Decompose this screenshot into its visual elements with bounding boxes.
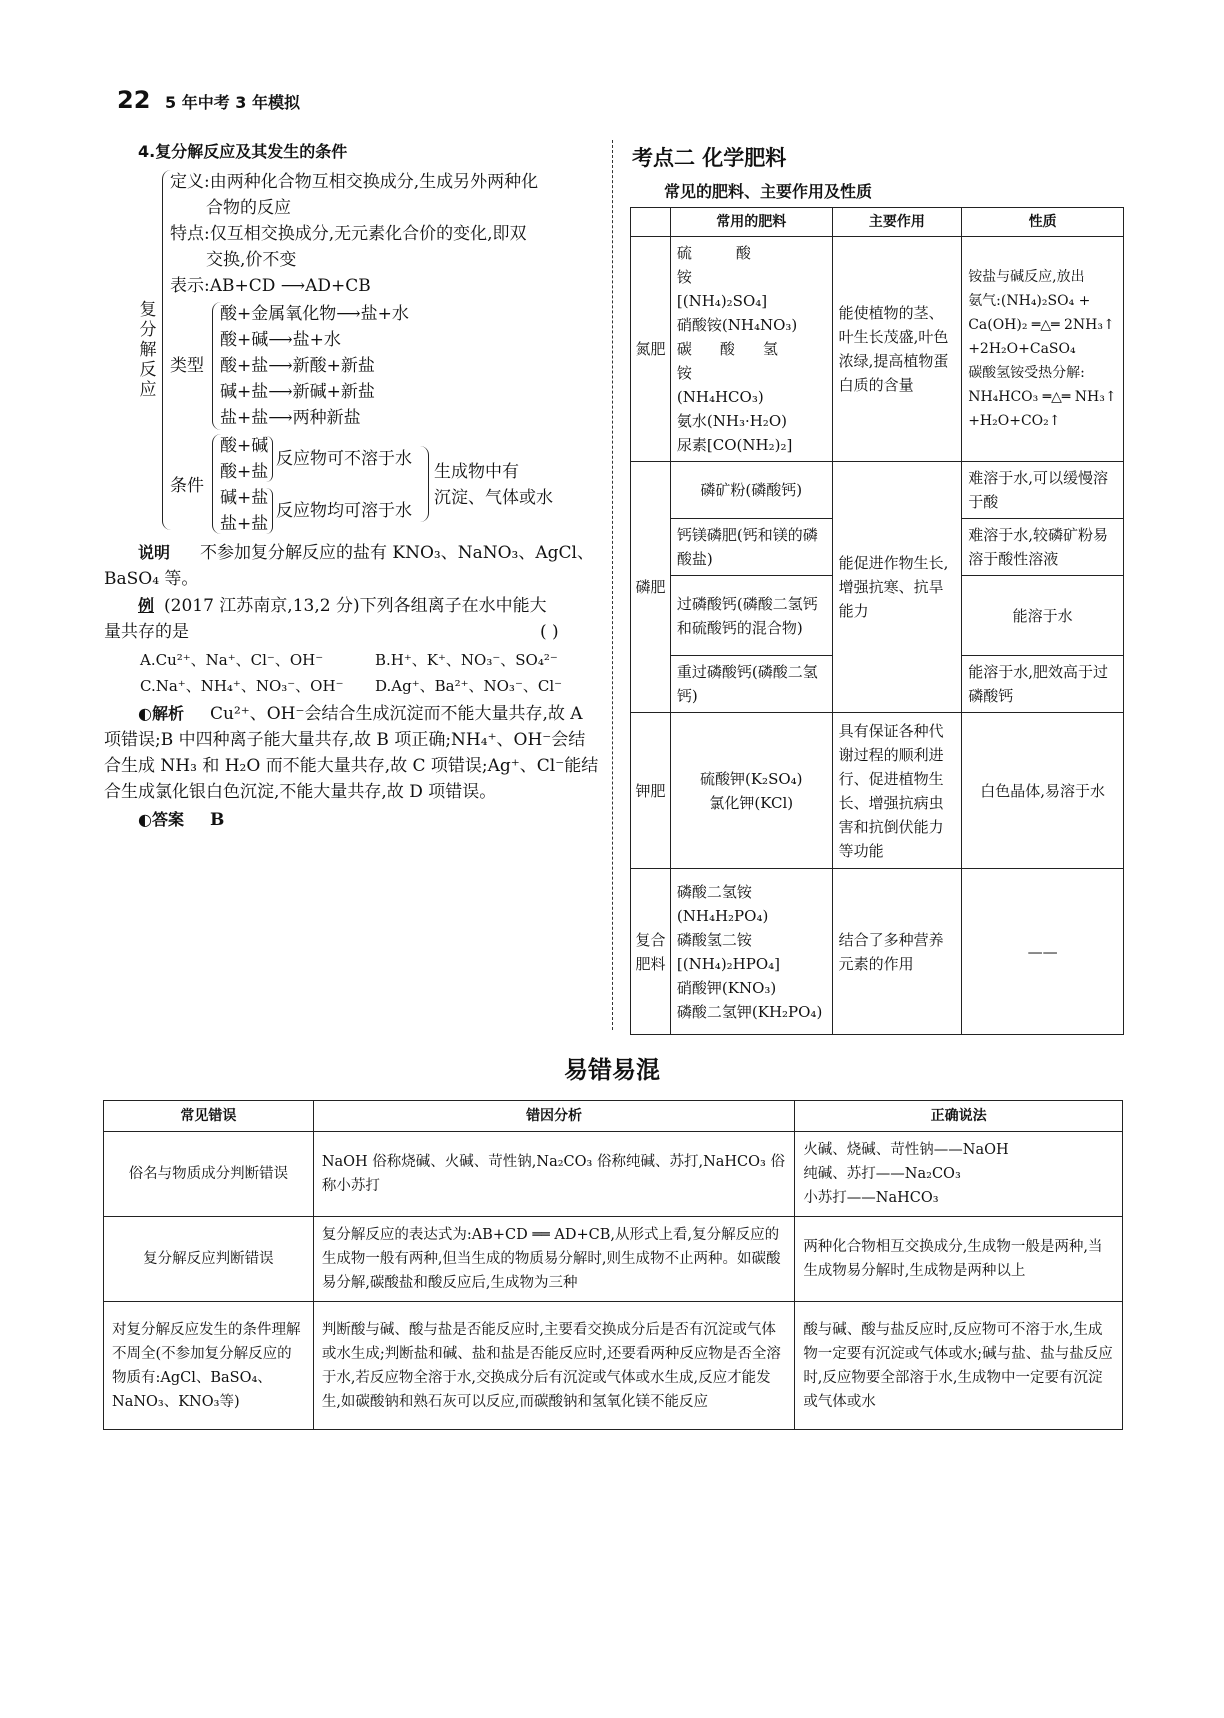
- col-header: 错因分析: [313, 1101, 794, 1132]
- type-item: 酸+碱⟶盐+水: [220, 330, 341, 350]
- cond-item: 碱+盐: [220, 488, 269, 508]
- answer-label: ◐答案: [138, 810, 184, 829]
- example-answer-paren: ( ): [540, 622, 559, 642]
- table-row: [631, 462, 1124, 519]
- column-divider: [612, 140, 613, 1030]
- option-d: D.Ag⁺、Ba²⁺、NO₃⁻、Cl⁻: [375, 677, 563, 695]
- type-item: 酸+盐⟶新酸+新盐: [220, 356, 375, 376]
- analysis-cell: 判断酸与碱、酸与盐是否能反应时,主要看交换成分后是否有沉淀或气体或水生成;判断盐和碱、盐和盐是否能反应时,还要看两种反应物是否全溶于水,若反应物全溶于水,交换成分后有沉淀或气体或水生成,反应才能发生,如碳酸钠和熟石灰可以反应,而碳酸钠和氢氧化镁不能反应: [313, 1302, 794, 1430]
- example-label: 例: [138, 596, 155, 615]
- expression-line: 表示:AB+CD ⟶AD+CB: [170, 276, 371, 296]
- col-header: 性质: [962, 208, 1124, 237]
- type-item: 盐+盐⟶两种新盐: [220, 408, 361, 428]
- category-nitrogen: 氮肥: [631, 237, 671, 462]
- kaodian-title: 考点二 化学肥料: [632, 146, 787, 170]
- cond-result-brace: [420, 446, 429, 522]
- cond-group2-text: 反应物均可溶于水: [276, 501, 412, 521]
- category-phosphorus: 磷肥: [631, 462, 671, 713]
- analysis-line-1: Cu²⁺、OH⁻会结合生成沉淀而不能大量共存,故 A: [210, 704, 583, 724]
- analysis-line-2: 项错误;B 中四种离子能大量共存,故 B 项正确;NH₄⁺、OH⁻会结: [104, 730, 586, 750]
- potassium-prop: 白色晶体,易溶于水: [962, 713, 1124, 869]
- option-b: B.H⁺、K⁺、NO₃⁻、SO₄²⁻: [375, 651, 558, 669]
- nitrogen-props: 铵盐与碱反应,放出 氨气:(NH₄)₂SO₄ + Ca(OH)₂ ═△═ 2NH₃↑ +2H₂O+CaSO₄ 碳酸氢铵受热分解: NH₄HCO₃ ═△═ NH₃↑ +H₂O+CO₂↑: [962, 237, 1124, 462]
- answer-value: B: [210, 810, 225, 830]
- error-cell: 对复分解反应发生的条件理解不周全(不参加复分解反应的物质有:AgCl、BaSO₄、NaNO₃、KNO₃等): [104, 1302, 314, 1430]
- vertical-label: 复 分 解 反 应: [139, 300, 157, 400]
- table-row: [104, 1132, 1123, 1217]
- feature-line-2: 交换,价不变: [206, 250, 297, 270]
- table-row: [631, 869, 1124, 1035]
- error-cell: 俗名与物质成分判断错误: [104, 1132, 314, 1217]
- analysis-icon: ◐: [138, 704, 152, 723]
- answer-icon: ◐: [138, 810, 152, 829]
- example-text-2: 量共存的是: [104, 622, 189, 642]
- phosphorus-fertilizer: 重过磷酸钙(磷酸二氢钙): [670, 656, 832, 713]
- definition-line-2: 合物的反应: [206, 198, 291, 218]
- cond-item: 盐+盐: [220, 514, 269, 534]
- cond-group1-text: 反应物可不溶于水: [276, 449, 412, 469]
- nitrogen-function: 能使植物的茎、叶生长茂盛,叶色浓绿,提高植物蛋白质的含量: [832, 237, 962, 462]
- phosphorus-prop: 能溶于水: [962, 576, 1124, 656]
- analysis-cell: NaOH 俗称烧碱、火碱、苛性钠,Na₂CO₃ 俗称纯碱、苏打,NaHCO₃ 俗称小苏打: [313, 1132, 794, 1217]
- note-label: 说明: [138, 543, 171, 562]
- phosphorus-prop: 难溶于水,较磷矿粉易溶于酸性溶液: [962, 519, 1124, 576]
- table-row: [631, 237, 1124, 462]
- phosphorus-fertilizer: 钙镁磷肥(钙和镁的磷酸盐): [670, 519, 832, 576]
- table-subtitle: 常见的肥料、主要作用及性质: [664, 182, 873, 201]
- table-header-row: [104, 1101, 1123, 1132]
- correct-cell: 酸与碱、酸与盐反应时,反应物可不溶于水,生成物一定要有沉淀或气体或水;碱与盐、盐与盐反应时,反应物要全部溶于水,生成物中一定要有沉淀或气体或水: [795, 1302, 1123, 1430]
- col-header: 主要作用: [832, 208, 962, 237]
- compound-function: 结合了多种营养元素的作用: [832, 869, 962, 1035]
- types-label: 类型: [170, 356, 204, 376]
- cond-item: 酸+盐: [220, 462, 269, 482]
- correct-cell: 火碱、烧碱、苛性钠——NaOH 纯碱、苏打——Na₂CO₃ 小苏打——NaHCO₃: [795, 1132, 1123, 1217]
- fertilizer-table: [630, 207, 1124, 1035]
- cond-result-line-2: 沉淀、气体或水: [434, 488, 553, 508]
- phosphorus-prop: 难溶于水,可以缓慢溶于酸: [962, 462, 1124, 519]
- potassium-fertilizers: 硫酸钾(K₂SO₄) 氯化钾(KCl): [670, 713, 832, 869]
- correct-cell: 两种化合物相互交换成分,生成物一般是两种,当生成物易分解时,生成物是两种以上: [795, 1217, 1123, 1302]
- errors-table: [103, 1100, 1123, 1430]
- option-a: A.Cu²⁺、Na⁺、Cl⁻、OH⁻: [140, 651, 324, 669]
- col-header: 正确说法: [795, 1101, 1123, 1132]
- analysis-label: ◐解析: [138, 704, 184, 723]
- phosphorus-fertilizer: 过磷酸钙(磷酸二氢钙和硫酸钙的混合物): [670, 576, 832, 656]
- table-row: [104, 1217, 1123, 1302]
- conditions-label: 条件: [170, 476, 204, 496]
- book-title: 5 年中考 3 年模拟: [165, 93, 300, 112]
- category-potassium: 钾肥: [631, 713, 671, 869]
- option-c: C.Na⁺、NH₄⁺、NO₃⁻、OH⁻: [140, 677, 344, 695]
- analysis-line-4: 合生成氯化银白色沉淀,不能大量共存,故 D 项错误。: [104, 782, 497, 802]
- phosphorus-fertilizer: 磷矿粉(磷酸钙): [670, 462, 832, 519]
- potassium-function: 具有保证各种代谢过程的顺利进行、促进植物生长、增强抗病虫害和抗倒伏能力等功能: [832, 713, 962, 869]
- analysis-cell: 复分解反应的表达式为:AB+CD ══ AD+CB,从形式上看,复分解反应的生成物一般有两种,但当生成的物质易分解时,则生成物不止两种。如碳酸易分解,碳酸盐和酸反应后,生成物为三种: [313, 1217, 794, 1302]
- note-text: 不参加复分解反应的盐有 KNO₃、NaNO₃、AgCl、: [200, 543, 594, 563]
- definition-line-1: 定义:由两种化合物互相交换成分,生成另外两种化: [170, 172, 539, 192]
- compound-prop: ——: [962, 869, 1124, 1035]
- table-row: [104, 1302, 1123, 1430]
- col-header: 常见错误: [104, 1101, 314, 1132]
- table-row: [631, 713, 1124, 869]
- cond-result-line-1: 生成物中有: [434, 462, 519, 482]
- note-text-2: BaSO₄ 等。: [104, 569, 199, 589]
- col-header: 常用的肥料: [670, 208, 832, 237]
- page-number: 22: [117, 86, 151, 114]
- analysis-line-3: 合生成 NH₃ 和 H₂O 而不能大量共存,故 C 项错误;Ag⁺、Cl⁻能结: [104, 756, 599, 776]
- compound-fertilizers: 磷酸二氢铵 (NH₄H₂PO₄) 磷酸氢二铵 [(NH₄)₂HPO₄] 硝酸钾(KNO₃) 磷酸二氢钾(KH₂PO₄): [670, 869, 832, 1035]
- cond-group1-brace: [266, 436, 273, 482]
- nitrogen-fertilizers: 硫酸铵 [(NH₄)₂SO₄] 硝酸铵(NH₄NO₃) 碳酸氢铵 (NH₄HCO₃) 氨水(NH₃·H₂O) 尿素[CO(NH₂)₂]: [670, 237, 832, 462]
- feature-line-1: 特点:仅互相交换成分,无元素化合价的变化,即双: [170, 224, 527, 244]
- cond-group2-brace: [266, 488, 273, 534]
- type-item: 酸+金属氧化物⟶盐+水: [220, 304, 409, 324]
- category-compound: 复合肥料: [631, 869, 671, 1035]
- example-text: (2017 江苏南京,13,2 分)下列各组离子在水中能大: [164, 596, 547, 616]
- error-cell: 复分解反应判断错误: [104, 1217, 314, 1302]
- errors-title: 易错易混: [564, 1056, 660, 1084]
- section-heading: 4.复分解反应及其发生的条件: [138, 142, 348, 161]
- table-header-row: [631, 208, 1124, 237]
- phosphorus-prop: 能溶于水,肥效高于过磷酸钙: [962, 656, 1124, 713]
- cond-item: 酸+碱: [220, 436, 269, 456]
- phosphorus-function: 能促进作物生长,增强抗寒、抗旱能力: [832, 462, 962, 713]
- type-item: 碱+盐⟶新碱+新盐: [220, 382, 375, 402]
